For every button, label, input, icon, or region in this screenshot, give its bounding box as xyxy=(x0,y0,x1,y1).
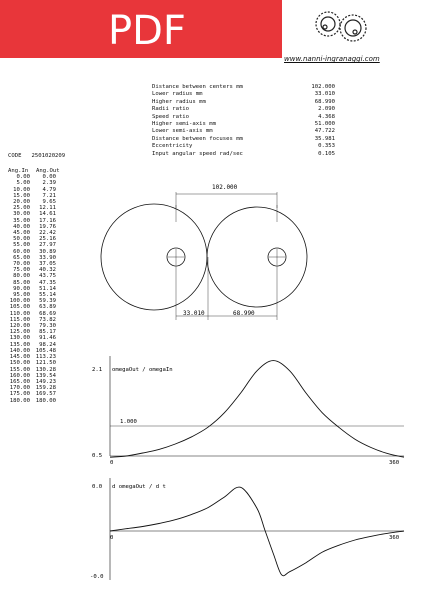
parameter-value: 51.000 xyxy=(314,121,335,128)
angle-out-cell: 33.90 xyxy=(39,254,56,261)
angle-in-cell: 130.00 xyxy=(9,335,30,342)
parameter-value: 33.010 xyxy=(314,91,335,98)
pdf-banner-text: PDF xyxy=(108,8,186,54)
angle-out-cell: 180.00 xyxy=(35,397,56,404)
angle-out-cell: 14.61 xyxy=(39,211,56,218)
lower-radius-label: 33.010 xyxy=(183,310,205,317)
angle-out-cell: 2.39 xyxy=(42,180,56,187)
angle-in-cell: 45.00 xyxy=(13,230,30,237)
angle-out-cell: 7.21 xyxy=(42,192,56,199)
angle-out-cell: 121.50 xyxy=(35,360,56,367)
angle-in-cell: 175.00 xyxy=(9,391,30,398)
left-gear xyxy=(101,204,207,310)
angle-out-cell: 51.14 xyxy=(39,285,56,292)
parameter-value: 102.000 xyxy=(311,84,335,90)
code-value: 2501020209 xyxy=(31,153,66,159)
chart1-x-end-label: 360 xyxy=(389,460,400,466)
chart2-series-line xyxy=(110,487,404,576)
chart2-y-top-label: 0.0 xyxy=(92,484,103,490)
angle-out-header: Ang.Out xyxy=(36,168,60,174)
angle-in-cell: 165.00 xyxy=(9,378,30,385)
angle-out-cell: 73.82 xyxy=(39,316,56,323)
parameter-value: 4.368 xyxy=(318,113,335,120)
angle-in-cell: 180.00 xyxy=(9,397,30,404)
angle-in-cell: 75.00 xyxy=(13,267,30,274)
parameter-label: Distance between centers mm xyxy=(152,84,243,90)
angle-in-cell: 135.00 xyxy=(9,341,30,348)
angle-in-cell: 125.00 xyxy=(9,329,30,336)
right-gear xyxy=(207,207,307,307)
parameter-value: 0.353 xyxy=(318,143,335,150)
parameter-value: 0.105 xyxy=(318,150,335,157)
chart1-title: omegaOut / omegaIn xyxy=(112,367,173,373)
angle-in-cell: 80.00 xyxy=(13,273,30,280)
angle-out-cell: 27.97 xyxy=(39,242,56,249)
angle-in-cell: 50.00 xyxy=(13,236,30,243)
parameter-label: Eccentricity xyxy=(152,143,193,150)
angle-out-cell: 0.00 xyxy=(42,174,56,181)
parameter-label: Speed ratio xyxy=(152,113,190,120)
parameter-label: Higher radius mm xyxy=(152,98,206,105)
angle-in-cell: 85.00 xyxy=(13,279,30,286)
chart2-title: d omegaOut / d t xyxy=(112,484,166,490)
angle-out-cell: 25.16 xyxy=(39,236,56,243)
angle-in-cell: 110.00 xyxy=(9,310,30,317)
angle-in-cell: 95.00 xyxy=(13,292,30,299)
angle-out-cell: 159.28 xyxy=(35,385,56,392)
angle-in-cell: 170.00 xyxy=(9,385,30,392)
parameter-label: Distance between focuses mm xyxy=(152,135,243,142)
angle-out-cell: 59.39 xyxy=(39,298,56,305)
angle-out-cell: 47.35 xyxy=(39,279,56,286)
angle-in-cell: 100.00 xyxy=(9,298,30,305)
acceleration-chart xyxy=(90,478,404,580)
chart1-x-start-label: 0 xyxy=(110,460,114,466)
angle-in-cell: 0.00 xyxy=(16,174,30,181)
angle-out-cell: 139.54 xyxy=(35,372,56,379)
parameter-label: Radii ratio xyxy=(152,106,190,113)
angle-in-cell: 30.00 xyxy=(13,211,30,218)
angle-out-cell: 68.69 xyxy=(39,310,56,317)
angle-in-cell: 5.00 xyxy=(16,180,30,187)
angle-out-cell: 55.14 xyxy=(39,292,56,299)
angle-in-cell: 20.00 xyxy=(13,199,30,206)
angle-in-cell: 150.00 xyxy=(9,360,30,367)
angle-out-cell: 98.24 xyxy=(39,341,56,348)
parameter-label: Lower radius mm xyxy=(152,91,203,98)
angle-out-cell: 37.05 xyxy=(39,261,56,268)
angle-in-cell: 120.00 xyxy=(9,323,30,330)
angle-in-cell: 10.00 xyxy=(13,186,30,193)
parameter-label: Lower semi-axis mm xyxy=(152,128,213,135)
angle-in-cell: 70.00 xyxy=(13,261,30,268)
angle-in-cell: 65.00 xyxy=(13,254,30,261)
angle-out-cell: 113.23 xyxy=(35,354,56,361)
chart1-y-top-label: 2.1 xyxy=(92,367,103,373)
angle-in-cell: 105.00 xyxy=(9,304,30,311)
parameter-value: 35.981 xyxy=(314,135,335,142)
angle-out-cell: 79.30 xyxy=(39,323,56,330)
code-label: CODE xyxy=(8,153,22,159)
angle-in-header: Ang.In xyxy=(8,168,29,174)
angle-out-cell: 19.76 xyxy=(39,223,56,230)
speed-ratio-chart xyxy=(92,356,404,466)
chart2-y-bottom-label: -0.0 xyxy=(90,574,104,580)
angle-out-cell: 22.42 xyxy=(39,230,56,237)
angle-out-cell: 4.79 xyxy=(42,186,56,193)
angle-out-cell: 63.89 xyxy=(39,304,56,311)
angle-in-cell: 160.00 xyxy=(9,372,30,379)
higher-radius-label: 68.990 xyxy=(233,310,255,317)
angle-out-cell: 17.16 xyxy=(39,217,56,224)
angle-out-cell: 169.57 xyxy=(35,391,56,398)
angle-in-cell: 40.00 xyxy=(13,223,30,230)
angle-in-cell: 55.00 xyxy=(13,242,30,249)
angle-in-cell: 90.00 xyxy=(13,285,30,292)
angle-in-cell: 60.00 xyxy=(13,248,30,255)
chart1-series-line xyxy=(110,361,404,458)
angle-in-cell: 15.00 xyxy=(13,192,30,199)
chart1-reference-label: 1.000 xyxy=(120,419,137,425)
parameter-value: 47.722 xyxy=(314,128,335,135)
angle-in-cell: 145.00 xyxy=(9,354,30,361)
parameter-value: 2.090 xyxy=(318,106,335,113)
chart2-x-end-label: 360 xyxy=(389,535,400,541)
angle-in-cell: 155.00 xyxy=(9,366,30,373)
chart1-y-bottom-label: 0.5 xyxy=(92,453,103,459)
parameter-label: Higher semi-axis mm xyxy=(152,121,216,128)
angle-in-cell: 25.00 xyxy=(13,205,30,212)
angle-out-cell: 91.46 xyxy=(39,335,56,342)
angle-out-cell: 30.89 xyxy=(39,248,56,255)
angle-in-cell: 35.00 xyxy=(13,217,30,224)
angle-out-cell: 85.17 xyxy=(39,329,56,336)
parameter-label: Input angular speed rad/sec xyxy=(152,150,243,157)
gear-diagram xyxy=(101,192,307,320)
website-link[interactable]: www.nanni-ingranaggi.com xyxy=(284,55,380,63)
angle-out-cell: 12.11 xyxy=(39,205,56,212)
chart2-x-start-label: 0 xyxy=(110,535,114,541)
angle-out-cell: 105.48 xyxy=(35,347,56,354)
center-distance-label: 102.000 xyxy=(212,184,238,191)
angle-out-cell: 9.65 xyxy=(42,199,56,206)
parameter-value: 68.990 xyxy=(314,98,335,105)
angle-out-cell: 40.32 xyxy=(39,267,56,274)
angle-out-cell: 149.23 xyxy=(35,378,56,385)
angle-out-cell: 130.28 xyxy=(35,366,56,373)
angle-in-cell: 140.00 xyxy=(9,347,30,354)
angle-in-cell: 115.00 xyxy=(9,316,30,323)
angle-out-cell: 43.75 xyxy=(39,273,56,280)
